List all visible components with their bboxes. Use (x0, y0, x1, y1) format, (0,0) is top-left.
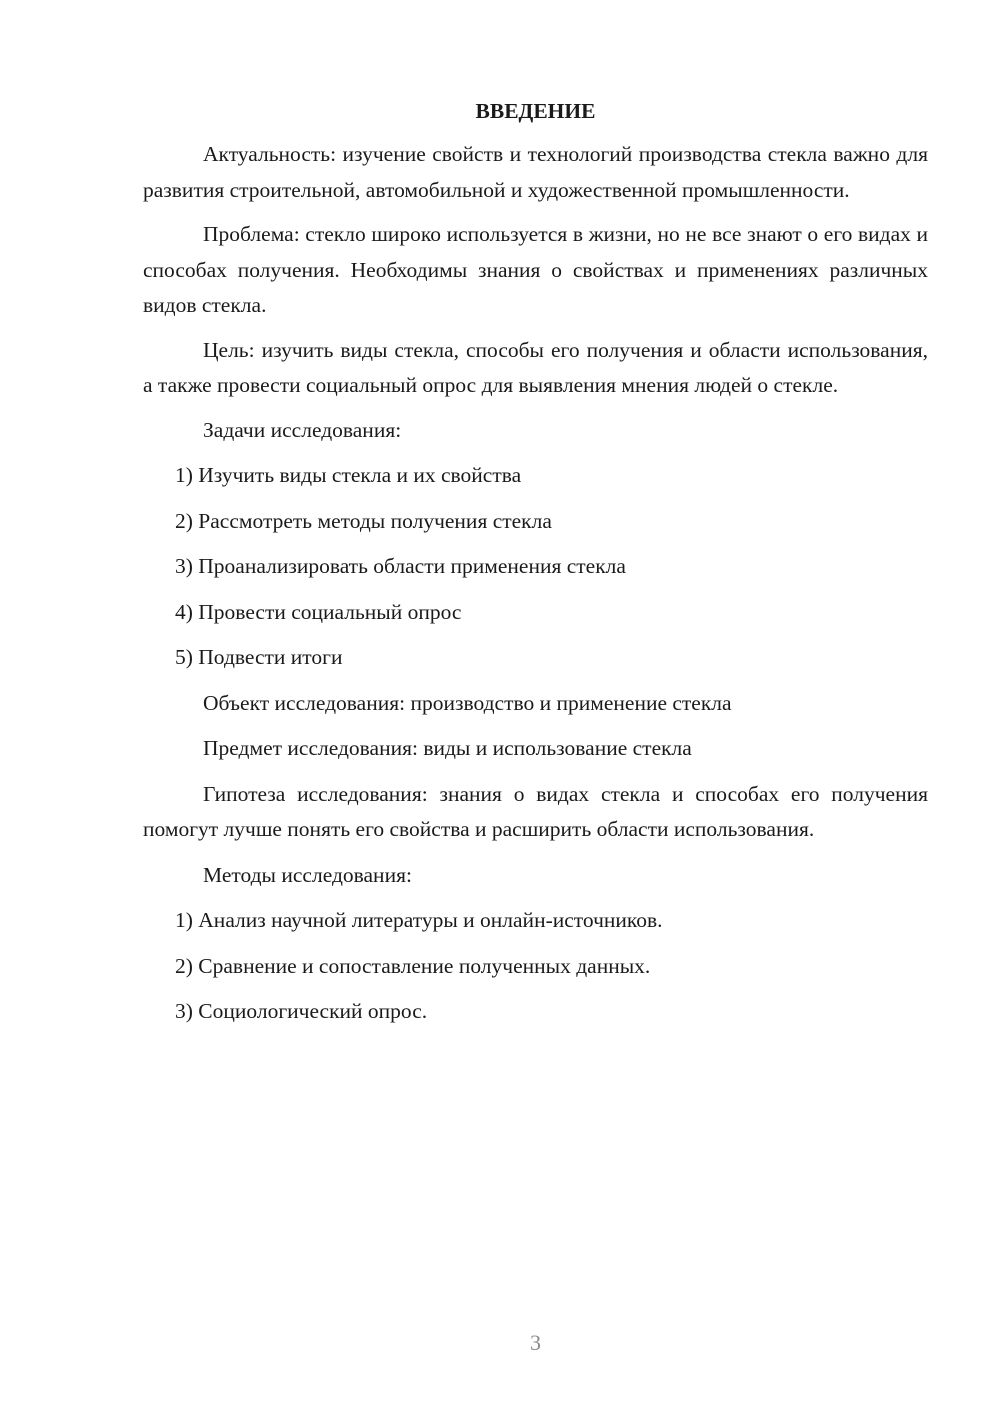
page-number: 3 (530, 1330, 541, 1355)
list-item: 2) Сравнение и сопоставление полученных данных. (175, 953, 651, 978)
problem-paragraph: Проблема: стекло широко используется в жизни, но не все знают о его видах и способах получения. Необходимы знания о свойствах и применениях различных видов стекла. (143, 222, 928, 317)
goal-paragraph: Цель: изучить виды стекла, способы его получения и области использования, а также провести социальный опрос для выявления мнения людей о стекле. (143, 337, 928, 397)
object-line: Объект исследования: производство и применение стекла (203, 690, 732, 715)
methods-list (143, 903, 928, 1030)
list-item: 2) Рассмотреть методы получения стекла (175, 508, 552, 533)
page-title: ВВЕДЕНИЕ (475, 99, 596, 123)
tasks-list (143, 458, 928, 676)
methods-title: Методы исследования: (203, 862, 412, 887)
document-page (143, 95, 928, 1040)
hypothesis-paragraph: Гипотеза исследования: знания о видах стекла и способах его получения помогут лучше понять его свойства и расширить области использования. (143, 781, 928, 841)
subject-line: Предмет исследования: виды и использование стекла (203, 736, 692, 760)
list-item: 3) Проанализировать области применения стекла (175, 554, 626, 578)
list-item: 3) Социологический опрос. (175, 999, 428, 1023)
relevance-paragraph: Актуальность: изучение свойств и технологий производства стекла важно для развития строительной, автомобильной и художественной промышленности. (143, 142, 928, 202)
list-item: 1) Анализ научной литературы и онлайн-источников. (175, 908, 663, 932)
list-item: 5) Подвести итоги (175, 645, 343, 669)
tasks-title: Задачи исследования: (203, 417, 402, 442)
list-item: 4) Провести социальный опрос (175, 599, 462, 624)
list-item: 1) Изучить виды стекла и их свойства (175, 463, 522, 487)
